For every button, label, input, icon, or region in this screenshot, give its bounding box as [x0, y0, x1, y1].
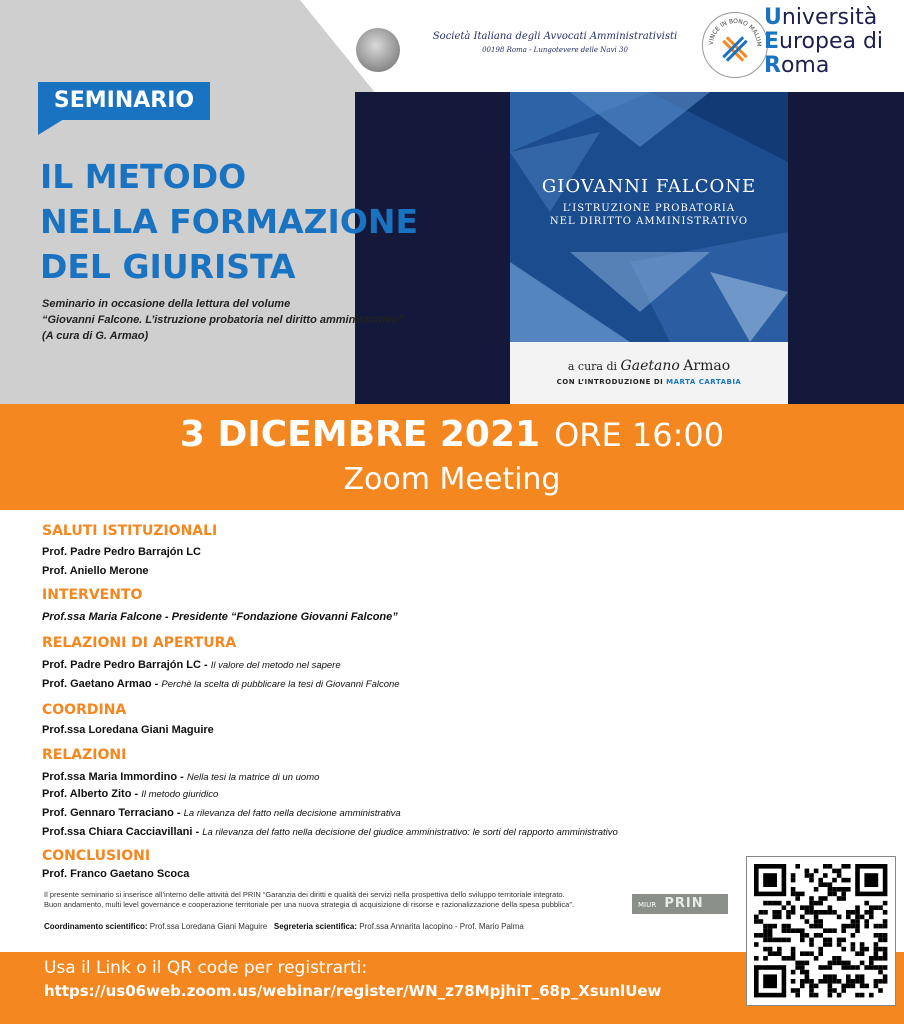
event-time: ORE 16:00 — [554, 416, 725, 454]
society-name: Società Italiana degli Avvocati Amministrativisti — [432, 31, 678, 42]
university-word: uropea di — [779, 29, 884, 54]
speaker-line: Prof. Aniello Merone — [42, 565, 149, 577]
prin-note-line: Il presente seminario si inserisce all’interno delle attività del PRIN “Garanzia dei diritti e qualità dei servizi nella prospettiva dello sviluppo territoriale integrato. — [44, 890, 565, 899]
university-word: niversità — [781, 5, 878, 30]
speaker-line — [42, 678, 862, 690]
speaker-topic: La rilevanza del fatto nella decisione amministrativa — [183, 808, 401, 819]
speaker-name: Prof.ssa Maria Falcone - — [42, 611, 169, 623]
university-initial: E — [764, 29, 780, 54]
speaker-line — [42, 771, 862, 783]
book-subtitle-line: L’ISTRUZIONE PROBATORIA — [562, 203, 736, 214]
speaker-role: Presidente “Fondazione Giovanni Falcone” — [171, 611, 398, 623]
seminario-tag: SEMINARIO — [38, 82, 210, 120]
section-heading-apertura: RELAZIONI DI APERTURA — [42, 635, 237, 651]
subtitle-line: “Giovanni Falcone. L’istruzione probatoria nel diritto amministrativo” — [42, 314, 404, 326]
speaker-topic: Nella tesi la matrice di un uomo — [186, 772, 320, 783]
segr-value: Prof.ssa Annarita Iacopino - Prof. Mario Palma — [359, 922, 524, 931]
prin-label: PRIN — [664, 896, 704, 911]
speaker-line — [42, 611, 862, 623]
section-heading-relazioni: RELAZIONI — [42, 747, 127, 763]
miur-prin-logo — [632, 894, 728, 914]
section-heading-coordina: COORDINA — [42, 702, 127, 718]
book-subtitle-line: NEL DIRITTO AMMINISTRATIVO — [549, 216, 749, 227]
speaker-line — [42, 788, 862, 800]
speaker-line — [42, 807, 862, 819]
registration-link[interactable]: https://us06web.zoom.us/webinar/register/WN_z78MpjhiT_68p_XsunlUew — [44, 982, 662, 1000]
book-subtitle — [510, 202, 788, 228]
speaker-topic: Perchè la scelta di pubblicare la tesi di Giovanni Falcone — [161, 679, 400, 690]
speaker-name: Prof.ssa Maria Immordino - — [42, 771, 184, 783]
subtitle-line: (A cura di G. Armao) — [42, 330, 149, 342]
registration-qr-code[interactable] — [746, 856, 896, 1006]
speaker-line: Prof.ssa Loredana Giani Maguire — [42, 724, 214, 736]
speaker-line — [42, 826, 862, 838]
speaker-name: Prof.ssa Chiara Cacciavillani - — [42, 826, 200, 838]
university-emblem-logo — [702, 12, 768, 78]
seminar-subtitle — [42, 296, 442, 344]
svg-text:VINCE IN BONO MALUM — [708, 18, 762, 47]
speaker-topic: Il valore del metodo nel sapere — [210, 660, 341, 671]
segr-label: Segreteria scientifica: — [273, 922, 358, 931]
university-initial: R — [764, 53, 781, 78]
coord-value: Prof.ssa Loredana Giani Maguire — [149, 922, 268, 931]
university-word: oma — [780, 53, 830, 78]
speaker-line — [42, 659, 862, 671]
book-editor-surname: Armao — [683, 358, 731, 374]
university-name — [764, 6, 904, 78]
speaker-name: Prof. Gennaro Terraciano - — [42, 807, 181, 819]
section-heading-saluti: SALUTI ISTITUZIONALI — [42, 523, 218, 539]
speaker-name: Prof. Alberto Zito - — [42, 788, 139, 800]
registration-instruction: Usa il Link o il QR code per registrarti: — [44, 958, 368, 978]
book-intro-prefix: CON L’INTRODUZIONE DI — [556, 378, 664, 386]
book-intro-name: MARTA CARTABIA — [666, 378, 742, 386]
section-heading-intervento: INTERVENTO — [42, 587, 143, 603]
coord-label: Coordinamento scientifico: — [44, 922, 148, 931]
book-editor — [510, 358, 788, 374]
coordination-line — [44, 922, 684, 931]
page-title — [40, 154, 450, 289]
book-editor-firstname: Gaetano — [620, 358, 680, 374]
speaker-topic: La rilevanza del fatto nella decisione del giudice amministrativo: le sorti del rapporto amministrativo — [202, 827, 618, 838]
speaker-topic: Il metodo giuridico — [141, 789, 219, 800]
event-date: 3 DICEMBRE 2021 — [179, 414, 541, 455]
book-title: GIOVANNI FALCONE — [541, 176, 757, 197]
prin-note-line: Buon andamento, multi level governance e cooperazione territoriale per una nuova strategia di acquisizione di risorse e razionalizzazione della spesa pubblica”. — [44, 900, 574, 909]
speaker-line: Prof. Padre Pedro Barrajón LC — [42, 546, 201, 558]
university-initial: U — [764, 5, 782, 30]
subtitle-line: Seminario in occasione della lettura del volume — [42, 298, 291, 310]
title-line: IL METODO — [40, 157, 247, 196]
speaker-name: Prof. Padre Pedro Barrajón LC - — [42, 659, 208, 671]
miur-label: MIUR — [638, 901, 657, 909]
speaker-line: Prof. Franco Gaetano Scoca — [42, 868, 190, 880]
university-motto: VINCE IN BONO MALUM — [707, 17, 763, 47]
society-address: 00198 Roma - Lungotevere delle Navi 30 — [482, 46, 628, 54]
society-seal-logo — [356, 28, 400, 72]
section-heading-conclusioni: CONCLUSIONI — [42, 848, 151, 864]
title-line: DEL GIURISTA — [40, 247, 296, 286]
event-platform: Zoom Meeting — [343, 462, 561, 497]
speaker-name: Prof. Gaetano Armao - — [42, 678, 159, 690]
book-intro — [510, 378, 788, 386]
event-date-line — [0, 414, 904, 455]
prin-note — [44, 890, 624, 910]
book-editor-prefix: a cura di — [567, 360, 618, 373]
qr-code-graphic — [747, 857, 895, 1005]
seminario-tag-tail — [38, 119, 64, 135]
book-cover — [510, 92, 788, 404]
title-line: NELLA FORMAZIONE — [40, 202, 419, 241]
